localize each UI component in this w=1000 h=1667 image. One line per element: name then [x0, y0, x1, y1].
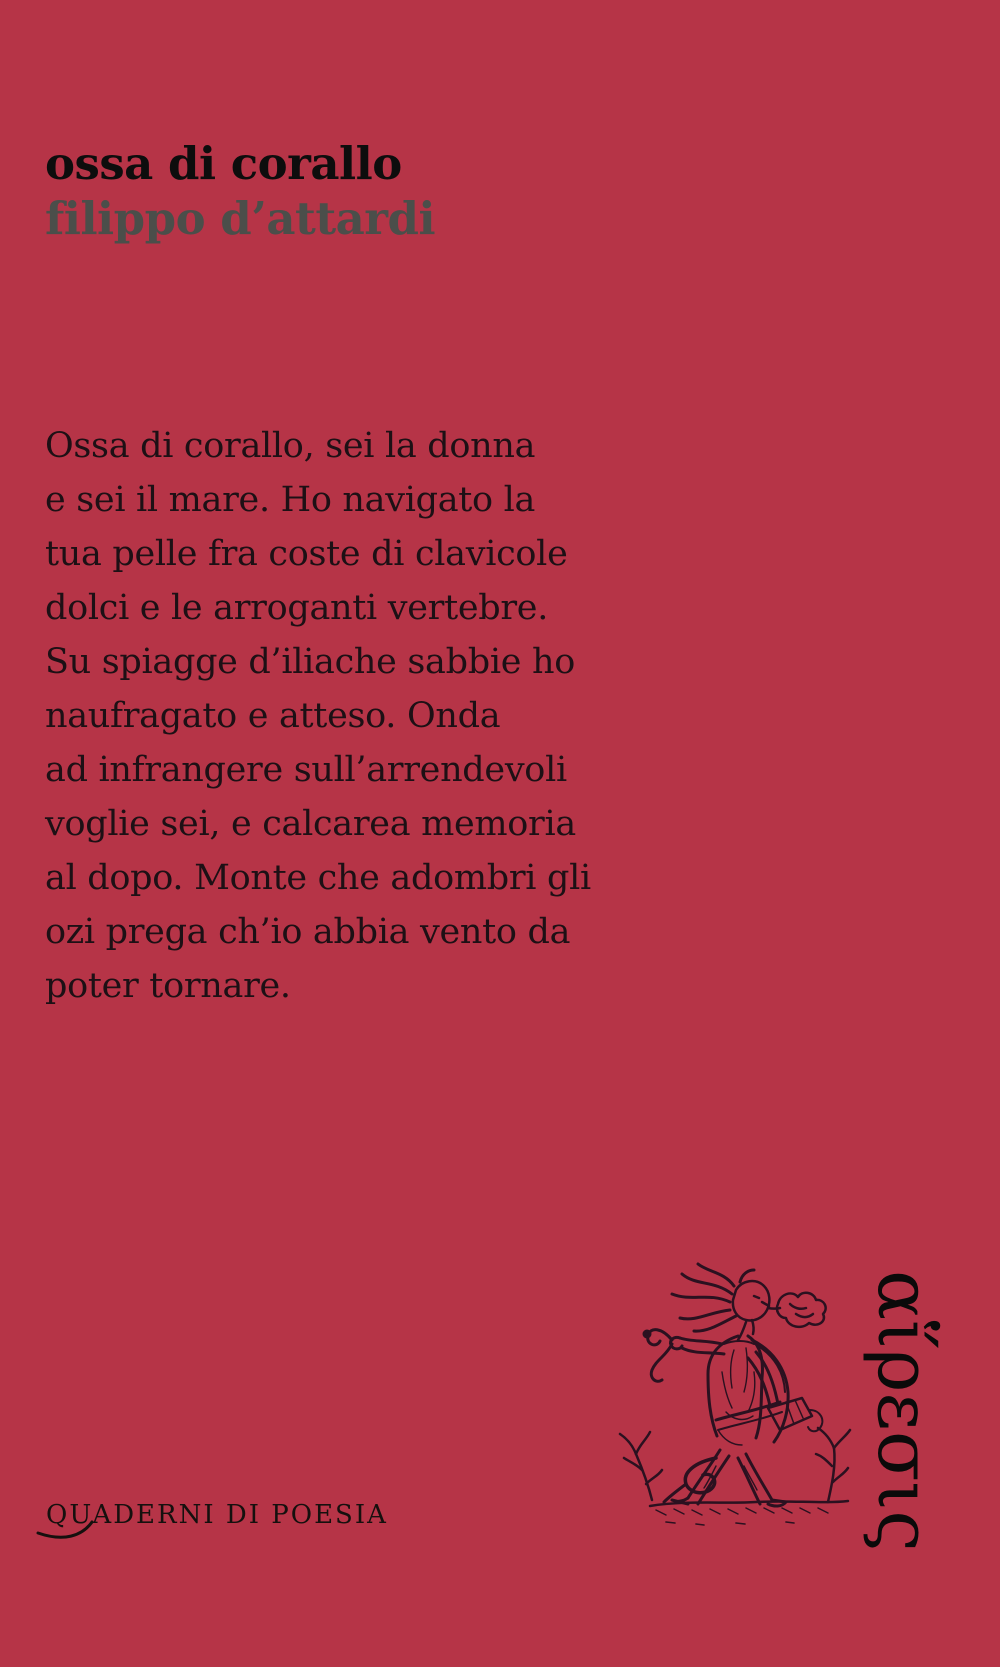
- poem-line: dolci e le arroganti vertebre.: [45, 588, 549, 628]
- poem-line: tua pelle fra coste di clavicole: [45, 534, 568, 574]
- cloud-puff: [768, 1293, 826, 1327]
- poem-line: Ossa di corallo, sei la donna: [45, 426, 536, 466]
- poem-line: e sei il mare. Ho navigato la: [45, 480, 536, 520]
- ground-hatching: [650, 1501, 848, 1525]
- poem-line: ad infrangere sull’arrendevoli: [45, 750, 567, 790]
- poem-text: [45, 419, 591, 1013]
- figure-hair: [672, 1264, 754, 1331]
- title-block: [45, 136, 435, 246]
- poem-line: al dopo. Monte che adombri gli: [45, 858, 591, 898]
- book-cover: ossa di corallo filippo d’attardi Ossa di corallo, sei la donna e sei il mare. Ho navigato la tua pelle fra coste di clavicole dolci e le arroganti vertebre. Su spiagge d’iliache sabbie ho naufragato e atteso. Onda ad infrangere sull’arrendevoli voglie sei, e calcarea memoria al dopo. Monte che adombri gli ozi prega ch’io abbia vento da poter tornare. QUADERNI DI POESIA αἵρεσις: [0, 0, 1000, 1667]
- poem-line: poter tornare.: [45, 966, 291, 1006]
- figure-legs: [672, 1450, 786, 1506]
- snake-icon: [644, 1330, 672, 1382]
- poem-line: voglie sei, e calcarea memoria: [45, 804, 576, 844]
- poem-line: naufragato e atteso. Onda: [45, 696, 501, 736]
- bare-branch-left: [620, 1432, 662, 1500]
- imprint-q-swash-flourish: [30, 1520, 100, 1546]
- book-title: ossa di corallo: [45, 137, 402, 190]
- figure-head: [733, 1281, 770, 1340]
- series-imprint: QUADERNI DI POESIA: [46, 1500, 388, 1530]
- book-author: filippo d’attardi: [45, 192, 436, 245]
- bare-branch-right: [816, 1428, 850, 1502]
- poem-line: Su spiagge d’iliache sabbie ho: [45, 642, 575, 682]
- woodcut-figure-illustration: [596, 1252, 856, 1530]
- poem-line: ozi prega ch’io abbia vento da: [45, 912, 571, 952]
